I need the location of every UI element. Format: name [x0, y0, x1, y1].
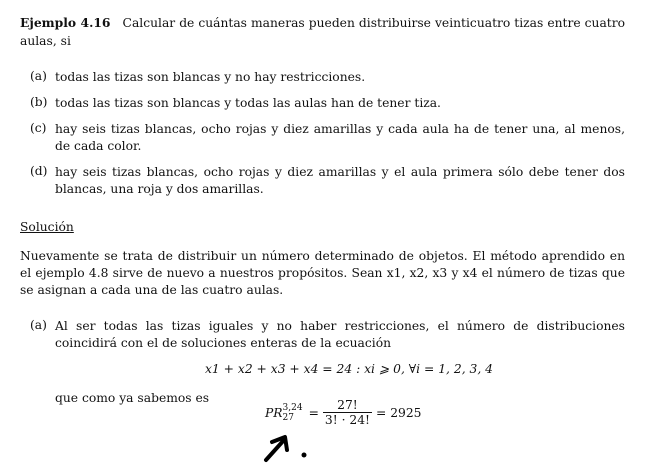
equation: x1 + x2 + x3 + x4 = 24 : xi ⩾ 0, ∀i = 1, 2, 3, 4	[205, 362, 493, 376]
example-label: Ejemplo 4.16	[20, 15, 111, 30]
formula-fraction	[323, 398, 372, 427]
formula-numerator: 27!	[323, 398, 372, 413]
formula-denominator: 3! · 24!	[324, 413, 370, 427]
hand-drawn-arrow-icon	[260, 430, 310, 465]
follow-text: que como ya sabemos es	[55, 391, 210, 405]
item-b-text: todas las tizas son blancas y todas las aulas han de tener tiza.	[55, 96, 441, 110]
item-d-label: (d)	[30, 164, 48, 178]
example-text: Calcular de cuántas maneras pueden distribuirse veinticuatro tizas entre cuatro aulas, si	[20, 16, 626, 48]
item-d-text: hay seis tizas blancas, ocho rojas y diez amarillas y el aula primera sólo debe tener dos blancas, una roja y dos amarillas.	[55, 165, 625, 196]
item-b-label: (b)	[30, 95, 48, 109]
formula-result: = 2925	[376, 405, 422, 420]
solution-heading: Solución	[20, 220, 74, 234]
item-a-text: todas las tizas son blancas y no hay restricciones.	[55, 70, 366, 84]
formula-sup: 3,24	[282, 402, 303, 413]
item-a-label: (a)	[30, 69, 47, 83]
part-a-text: Al ser todas las tizas iguales y no haber restricciones, el número de distribuciones coincidirá con el de soluciones enteras de la ecuación	[55, 319, 625, 350]
formula-sub: 27	[282, 412, 294, 423]
item-c-label: (c)	[30, 121, 47, 135]
solution-intro: Nuevamente se trata de distribuir un número determinado de objetos. El método aprendido en el ejemplo 4.8 sirve de nuevo a nuestros propósitos. Sean x1, x2, x3 y x4 el número de tizas que se asignan a cada una de las cuatro aulas.	[20, 249, 625, 297]
example-statement	[20, 14, 625, 50]
formula-lhs: PR	[265, 405, 283, 420]
formula-indices	[283, 403, 303, 423]
item-c-text: hay seis tizas blancas, ocho rojas y diez amarillas y cada aula ha de tener una, al menos, de cada color.	[55, 122, 625, 153]
formula: PR 3,24 27 = $\frac{27!}{3! \cdot 24!}$ = 2925	[265, 398, 422, 427]
part-a-label: (a)	[30, 318, 47, 332]
